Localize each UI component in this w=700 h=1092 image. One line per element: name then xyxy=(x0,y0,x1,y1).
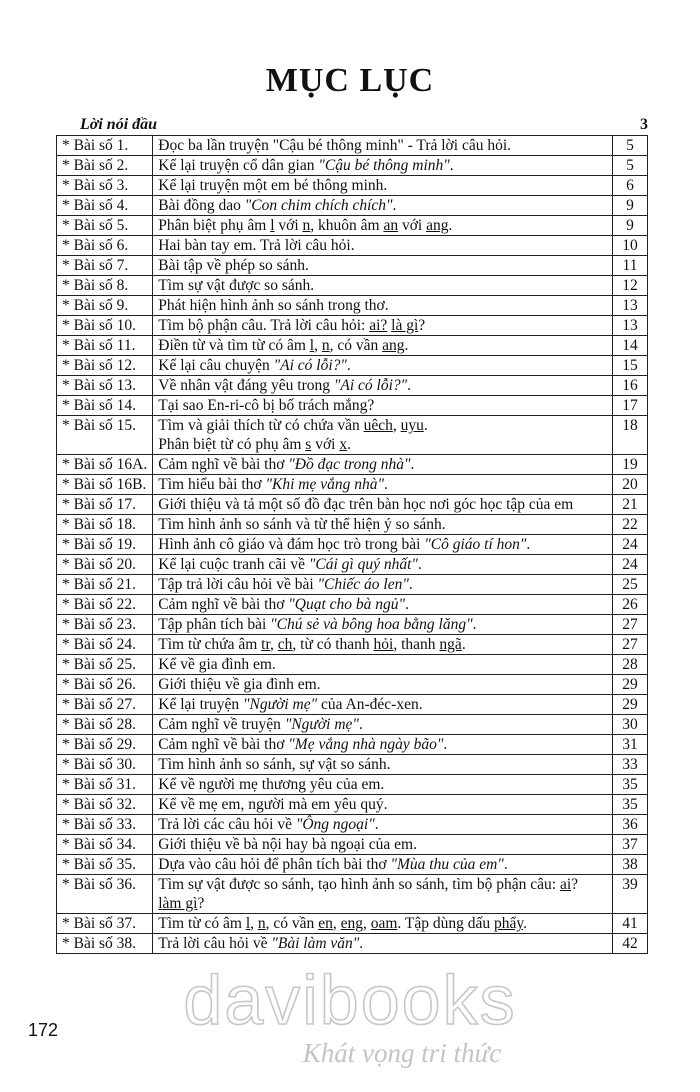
lesson-page: 27 xyxy=(613,635,648,655)
lesson-title xyxy=(153,875,613,914)
toc-text-fragment: ai xyxy=(559,876,572,893)
toc-text-fragment: ang xyxy=(382,337,405,354)
toc-text-fragment: Kể lại câu chuyện xyxy=(158,357,274,374)
toc-row xyxy=(57,755,648,775)
toc-text-fragment: Dựa vào câu hỏi để phân tích bài thơ xyxy=(158,856,391,873)
lesson-number: * Bài số 27. xyxy=(57,695,153,715)
toc-text-fragment: . xyxy=(523,915,527,932)
toc-text-fragment: Kể về người mẹ thương yêu của em. xyxy=(158,776,385,793)
toc-row xyxy=(57,455,648,475)
toc-text-fragment: "Cô giáo tí hon" xyxy=(424,536,527,553)
toc-text-fragment: , khuôn âm xyxy=(310,217,384,234)
lesson-page: 29 xyxy=(613,675,648,695)
toc-text-fragment: an xyxy=(383,217,399,234)
lesson-title xyxy=(153,815,613,835)
lesson-page: 9 xyxy=(613,196,648,216)
toc-text-fragment: Bài tập về phép so sánh. xyxy=(158,257,309,274)
lesson-number: * Bài số 6. xyxy=(57,236,153,256)
toc-text-fragment: Phân biệt từ có phụ âm xyxy=(158,436,306,453)
toc-text-fragment: tr xyxy=(261,636,270,653)
lesson-title xyxy=(153,455,613,475)
lesson-title xyxy=(153,715,613,735)
lesson-number: * Bài số 37. xyxy=(57,914,153,934)
lesson-page: 22 xyxy=(613,515,648,535)
toc-text-fragment: . xyxy=(443,736,448,753)
lesson-title xyxy=(153,655,613,675)
toc-text-fragment: . xyxy=(449,157,454,174)
toc-text-fragment: là gì xyxy=(391,317,419,334)
toc-row xyxy=(57,715,648,735)
lesson-number: * Bài số 10. xyxy=(57,316,153,336)
toc-text-fragment: oam xyxy=(370,915,398,932)
lesson-title xyxy=(153,515,613,535)
toc-text-fragment: Tìm và giải thích từ có chứa vần xyxy=(158,417,364,434)
lesson-number: * Bài số 24. xyxy=(57,635,153,655)
watermark-brand: davibooks xyxy=(183,961,517,1039)
lesson-title xyxy=(153,595,613,615)
lesson-page: 24 xyxy=(613,535,648,555)
toc-row xyxy=(57,575,648,595)
toc-text-fragment: "Khi mẹ vắng nhà" xyxy=(265,476,384,493)
toc-text-fragment: . xyxy=(407,377,412,394)
lesson-page: 13 xyxy=(613,316,648,336)
lesson-number: * Bài số 5. xyxy=(57,216,153,236)
toc-text-fragment: Đọc ba lần truyện "Cậu bé thông minh" - Trả lời câu hỏi. xyxy=(158,137,512,154)
toc-text-fragment: Bài đồng dao xyxy=(158,197,245,214)
toc-text-fragment: làm gì xyxy=(158,895,198,912)
toc-text-fragment: Phân biệt phụ âm xyxy=(158,217,271,234)
toc-text-fragment: Điền từ và tìm từ có âm xyxy=(158,337,310,354)
lesson-number: * Bài số 35. xyxy=(57,855,153,875)
toc-text-fragment: với xyxy=(311,436,340,453)
lesson-title xyxy=(153,216,613,236)
toc-text-fragment: Kể về mẹ em, người mà em yêu quý. xyxy=(158,796,388,813)
lesson-title xyxy=(153,555,613,575)
lesson-page: 28 xyxy=(613,655,648,675)
lesson-number: * Bài số 33. xyxy=(57,815,153,835)
toc-text-fragment: l xyxy=(245,915,251,932)
toc-text-fragment: Tìm từ có âm xyxy=(158,915,246,932)
lesson-number: * Bài số 36. xyxy=(57,875,153,914)
toc-text-fragment: "Cậu bé thông minh" xyxy=(318,157,450,174)
toc-text-fragment: Kể lại truyện xyxy=(158,696,244,713)
toc-row xyxy=(57,934,648,954)
toc-text-fragment: Tìm hình ảnh so sánh và từ thể hiện ý so sánh. xyxy=(158,516,446,533)
lesson-title xyxy=(153,495,613,515)
toc-text-fragment: en xyxy=(318,915,333,932)
toc-text-fragment: . xyxy=(405,596,409,613)
toc-text-fragment: "Đồ đạc trong nhà" xyxy=(288,456,411,473)
toc-text-fragment: ang xyxy=(426,217,449,234)
toc-text-fragment: ? xyxy=(418,317,426,334)
toc-text-fragment: Cảm nghĩ về truyện xyxy=(158,716,285,733)
toc-row xyxy=(57,256,648,276)
lesson-number: * Bài số 9. xyxy=(57,296,153,316)
toc-text-fragment: "Chú sẻ và bông hoa bằng lăng" xyxy=(270,616,473,633)
lesson-number: * Bài số 12. xyxy=(57,356,153,376)
toc-text-fragment: n xyxy=(257,915,266,932)
toc-row xyxy=(57,635,648,655)
toc-text-fragment: , xyxy=(332,915,341,932)
toc-text-fragment: uyu xyxy=(400,417,424,434)
lesson-page: 17 xyxy=(613,396,648,416)
toc-row xyxy=(57,875,648,914)
toc-text-fragment: "Con chim chích chích" xyxy=(244,197,393,214)
lesson-page: 13 xyxy=(613,296,648,316)
toc-text-fragment: Cảm nghĩ về bài thơ xyxy=(158,736,289,753)
lesson-page: 35 xyxy=(613,775,648,795)
toc-text-fragment: Tìm từ chứa âm xyxy=(158,636,262,653)
toc-text-fragment: . xyxy=(410,456,415,473)
lesson-number: * Bài số 21. xyxy=(57,575,153,595)
toc-text-fragment: Cảm nghĩ về bài thơ xyxy=(158,456,289,473)
toc-text-fragment: với xyxy=(274,217,303,234)
toc-text-fragment: phẩy xyxy=(493,915,524,932)
toc-text-fragment: Trả lời câu hỏi về xyxy=(158,935,272,952)
toc-text-fragment: eng xyxy=(340,915,363,932)
toc-text-fragment: . xyxy=(472,616,477,633)
intro-row xyxy=(80,116,648,136)
lesson-title xyxy=(153,795,613,815)
toc-text-fragment: , có vần xyxy=(329,337,383,354)
lesson-title xyxy=(153,635,613,655)
lesson-number: * Bài số 16B. xyxy=(57,475,153,495)
toc-text-fragment: . xyxy=(347,436,351,453)
toc-row xyxy=(57,416,648,455)
lesson-number: * Bài số 30. xyxy=(57,755,153,775)
toc-row xyxy=(57,336,648,356)
toc-text-fragment: "Mùa thu của em" xyxy=(390,856,504,873)
toc-text-fragment: uêch xyxy=(363,417,393,434)
page-number: 172 xyxy=(28,1020,59,1040)
toc-row xyxy=(57,855,648,875)
toc-text-fragment: . xyxy=(383,476,388,493)
toc-text-fragment: với xyxy=(398,217,427,234)
lesson-title xyxy=(153,835,613,855)
lesson-title xyxy=(153,136,613,156)
lesson-page: 6 xyxy=(613,176,648,196)
toc-text-fragment: Hai bàn tay em. Trả lời câu hỏi. xyxy=(158,237,355,254)
toc-text-fragment: Tìm sự vật được so sánh. xyxy=(158,277,315,294)
lesson-title xyxy=(153,934,613,954)
lesson-number: * Bài số 22. xyxy=(57,595,153,615)
toc-row xyxy=(57,815,648,835)
lesson-number: * Bài số 23. xyxy=(57,615,153,635)
toc-text-fragment: ngã xyxy=(439,636,462,653)
lesson-number: * Bài số 1. xyxy=(57,136,153,156)
toc-text-fragment: . xyxy=(359,935,364,952)
toc-text-fragment: của An-đéc-xen. xyxy=(317,696,423,713)
lesson-title xyxy=(153,396,613,416)
lesson-title xyxy=(153,276,613,296)
lesson-page: 15 xyxy=(613,356,648,376)
lesson-title xyxy=(153,256,613,276)
lesson-page: 14 xyxy=(613,336,648,356)
lesson-number: * Bài số 2. xyxy=(57,156,153,176)
toc-text-fragment: Kể lại cuộc tranh cãi về xyxy=(158,556,309,573)
intro-page: 3 xyxy=(640,116,648,133)
toc-text-fragment: ? xyxy=(571,876,579,893)
toc-row xyxy=(57,316,648,336)
watermark-tagline: Khát vọng tri thức xyxy=(302,1038,502,1068)
toc-text-fragment: . xyxy=(461,636,466,653)
toc-text-fragment: n xyxy=(302,217,311,234)
toc-text-fragment: Giới thiệu về bà nội hay bà ngoại của em. xyxy=(158,836,417,853)
toc-text-fragment: "Ai có lỗi?" xyxy=(273,357,347,374)
toc-text-fragment: "Ai có lỗi?" xyxy=(333,377,408,394)
lesson-page: 31 xyxy=(613,735,648,755)
toc-row xyxy=(57,236,648,256)
lesson-page: 9 xyxy=(613,216,648,236)
toc-body xyxy=(57,136,648,954)
toc-row xyxy=(57,735,648,755)
lesson-page: 36 xyxy=(613,815,648,835)
lesson-title xyxy=(153,356,613,376)
toc-text-fragment: "Bài làm văn" xyxy=(271,935,360,952)
lesson-number: * Bài số 13. xyxy=(57,376,153,396)
toc-text-fragment: "Mẹ vắng nhà ngày bão" xyxy=(288,736,444,753)
toc-text-fragment: "Cái gì quý nhất" xyxy=(308,556,418,573)
lesson-title xyxy=(153,475,613,495)
lesson-number: * Bài số 17. xyxy=(57,495,153,515)
toc-text-fragment: . xyxy=(374,816,379,833)
toc-text-fragment: Tìm hiểu bài thơ xyxy=(158,476,266,493)
toc-row xyxy=(57,695,648,715)
lesson-number: * Bài số 18. xyxy=(57,515,153,535)
page-title: MỤC LỤC xyxy=(265,62,435,99)
lesson-number: * Bài số 20. xyxy=(57,555,153,575)
lesson-number: * Bài số 19. xyxy=(57,535,153,555)
lesson-page: 24 xyxy=(613,555,648,575)
lesson-title xyxy=(153,236,613,256)
toc-text-fragment: Trả lời các câu hỏi về xyxy=(158,816,296,833)
toc-row xyxy=(57,655,648,675)
toc-text-fragment: Tìm sự vật được so sánh, tạo hình ảnh so sánh, tìm bộ phận câu: xyxy=(158,876,560,893)
toc-row xyxy=(57,835,648,855)
toc-row xyxy=(57,216,648,236)
toc-text-fragment: . xyxy=(526,536,531,553)
toc-text-fragment: , xyxy=(314,337,322,354)
toc-text-fragment: Tìm bộ phận câu. Trả lời câu hỏi: xyxy=(158,317,370,334)
lesson-page: 5 xyxy=(613,136,648,156)
lesson-page: 30 xyxy=(613,715,648,735)
lesson-page: 16 xyxy=(613,376,648,396)
lesson-title xyxy=(153,675,613,695)
toc-text-fragment: n xyxy=(321,337,330,354)
toc-text-fragment: , xyxy=(362,915,371,932)
lesson-title xyxy=(153,615,613,635)
lesson-page: 25 xyxy=(613,575,648,595)
toc-text-fragment: Tại sao En-ri-cô bị bố trách mắng? xyxy=(158,397,375,414)
toc-text-fragment: l xyxy=(270,217,275,234)
lesson-title xyxy=(153,575,613,595)
toc-row xyxy=(57,914,648,934)
toc-text-fragment: "Ông ngoại" xyxy=(295,816,375,833)
lesson-number: * Bài số 28. xyxy=(57,715,153,735)
toc-text-fragment: , từ có thanh xyxy=(292,636,374,653)
lesson-page: 5 xyxy=(613,156,648,176)
toc-text-fragment: Tập trả lời câu hỏi về bài xyxy=(158,576,318,593)
toc-row xyxy=(57,296,648,316)
toc-text-fragment: , xyxy=(250,915,258,932)
lesson-title xyxy=(153,376,613,396)
lesson-number: * Bài số 34. xyxy=(57,835,153,855)
toc-text-fragment: "Chiếc áo len" xyxy=(317,576,409,593)
toc-text-fragment: Cảm nghĩ về bài thơ xyxy=(158,596,289,613)
lesson-number: * Bài số 4. xyxy=(57,196,153,216)
toc-text-fragment: Kể lại truyện cổ dân gian xyxy=(158,157,319,174)
toc-text-fragment: . xyxy=(392,197,397,214)
toc-text-fragment: "Người mẹ" xyxy=(284,716,359,733)
toc-text-fragment: , có vần xyxy=(265,915,319,932)
toc-text-fragment: . xyxy=(417,556,422,573)
toc-row xyxy=(57,396,648,416)
toc-row xyxy=(57,136,648,156)
toc-text-fragment: Hình ảnh cô giáo và đám học trò trong bài xyxy=(158,536,425,553)
lesson-title xyxy=(153,775,613,795)
lesson-title xyxy=(153,336,613,356)
toc-text-fragment: "Quạt cho bà ngủ" xyxy=(288,596,406,613)
lesson-number: * Bài số 14. xyxy=(57,396,153,416)
toc-text-fragment: Về nhân vật đáng yêu trong xyxy=(158,377,334,394)
toc-row xyxy=(57,795,648,815)
toc-row xyxy=(57,196,648,216)
toc-row xyxy=(57,495,648,515)
lesson-page: 18 xyxy=(613,416,648,455)
toc-row xyxy=(57,515,648,535)
lesson-title xyxy=(153,735,613,755)
lesson-title xyxy=(153,156,613,176)
lesson-page: 41 xyxy=(613,914,648,934)
lesson-number: * Bài số 8. xyxy=(57,276,153,296)
lesson-number: * Bài số 15. xyxy=(57,416,153,455)
toc-text-fragment: Kể về gia đình em. xyxy=(158,656,276,673)
toc-text-fragment: , xyxy=(270,636,278,653)
lesson-page: 39 xyxy=(613,875,648,914)
lesson-page: 12 xyxy=(613,276,648,296)
lesson-page: 21 xyxy=(613,495,648,515)
toc-text-fragment: . xyxy=(423,417,428,434)
toc-text-fragment: l xyxy=(309,337,315,354)
lesson-title xyxy=(153,755,613,775)
lesson-title xyxy=(153,855,613,875)
toc-text-fragment: . xyxy=(408,576,413,593)
toc-text-fragment: x xyxy=(339,436,348,453)
lesson-number: * Bài số 31. xyxy=(57,775,153,795)
toc-text-fragment: , xyxy=(392,417,401,434)
toc-row xyxy=(57,535,648,555)
lesson-number: * Bài số 26. xyxy=(57,675,153,695)
intro-label: Lời nói đầu xyxy=(80,116,158,133)
toc-text-fragment: Tìm hình ảnh so sánh, sự vật so sánh. xyxy=(158,756,391,773)
toc-row xyxy=(57,475,648,495)
toc-row xyxy=(57,376,648,396)
toc-row xyxy=(57,675,648,695)
lesson-page: 35 xyxy=(613,795,648,815)
lesson-number: * Bài số 7. xyxy=(57,256,153,276)
toc-text-fragment: hỏi xyxy=(373,636,394,653)
toc-text-fragment: . xyxy=(503,856,508,873)
lesson-page: 37 xyxy=(613,835,648,855)
lesson-page: 26 xyxy=(613,595,648,615)
lesson-page: 42 xyxy=(613,934,648,954)
toc-text-fragment: . xyxy=(358,716,363,733)
toc-text-fragment: Giới thiệu về gia đình em. xyxy=(158,676,321,693)
lesson-title xyxy=(153,914,613,934)
lesson-title xyxy=(153,535,613,555)
lesson-title xyxy=(153,316,613,336)
toc-row xyxy=(57,615,648,635)
lesson-title xyxy=(153,416,613,455)
lesson-number: * Bài số 3. xyxy=(57,176,153,196)
lesson-number: * Bài số 25. xyxy=(57,655,153,675)
lesson-number: * Bài số 32. xyxy=(57,795,153,815)
toc-text-fragment: Giới thiệu và tả một số đồ đạc trên bàn học nơi góc học tập của em xyxy=(158,496,574,513)
lesson-number: * Bài số 16A. xyxy=(57,455,153,475)
lesson-title xyxy=(153,296,613,316)
lesson-page: 38 xyxy=(613,855,648,875)
toc-text-fragment: ai? xyxy=(369,317,388,334)
toc-text-fragment: Kể lại truyện một em bé thông minh. xyxy=(158,177,388,194)
toc-row xyxy=(57,276,648,296)
toc-text-fragment: Tập phân tích bài xyxy=(158,616,271,633)
toc-text-fragment: ch xyxy=(277,636,293,653)
toc-text-fragment: . xyxy=(448,217,453,234)
lesson-page: 27 xyxy=(613,615,648,635)
toc-text-fragment: "Người mẹ" xyxy=(243,696,318,713)
watermark xyxy=(150,960,550,1070)
toc-text-fragment: Phát hiện hình ảnh so sánh trong thơ. xyxy=(158,297,389,314)
lesson-page: 20 xyxy=(613,475,648,495)
toc-text-fragment: , thanh xyxy=(393,636,440,653)
toc-row xyxy=(57,595,648,615)
lesson-page: 19 xyxy=(613,455,648,475)
lesson-page: 33 xyxy=(613,755,648,775)
lesson-page: 29 xyxy=(613,695,648,715)
toc-text-fragment: . xyxy=(346,357,351,374)
toc-table xyxy=(56,135,648,954)
toc-text-fragment: . xyxy=(404,337,409,354)
toc-row xyxy=(57,156,648,176)
toc-text-fragment: . Tập dùng dấu xyxy=(397,915,494,932)
lesson-number: * Bài số 29. xyxy=(57,735,153,755)
lesson-page: 11 xyxy=(613,256,648,276)
toc-row xyxy=(57,555,648,575)
lesson-number: * Bài số 11. xyxy=(57,336,153,356)
lesson-title xyxy=(153,196,613,216)
toc-text-fragment: ? xyxy=(197,895,205,912)
lesson-page: 10 xyxy=(613,236,648,256)
toc-text-fragment: s xyxy=(305,436,312,453)
toc-row xyxy=(57,356,648,376)
toc-row xyxy=(57,775,648,795)
toc-row xyxy=(57,176,648,196)
lesson-title xyxy=(153,695,613,715)
lesson-title xyxy=(153,176,613,196)
lesson-number: * Bài số 38. xyxy=(57,934,153,954)
